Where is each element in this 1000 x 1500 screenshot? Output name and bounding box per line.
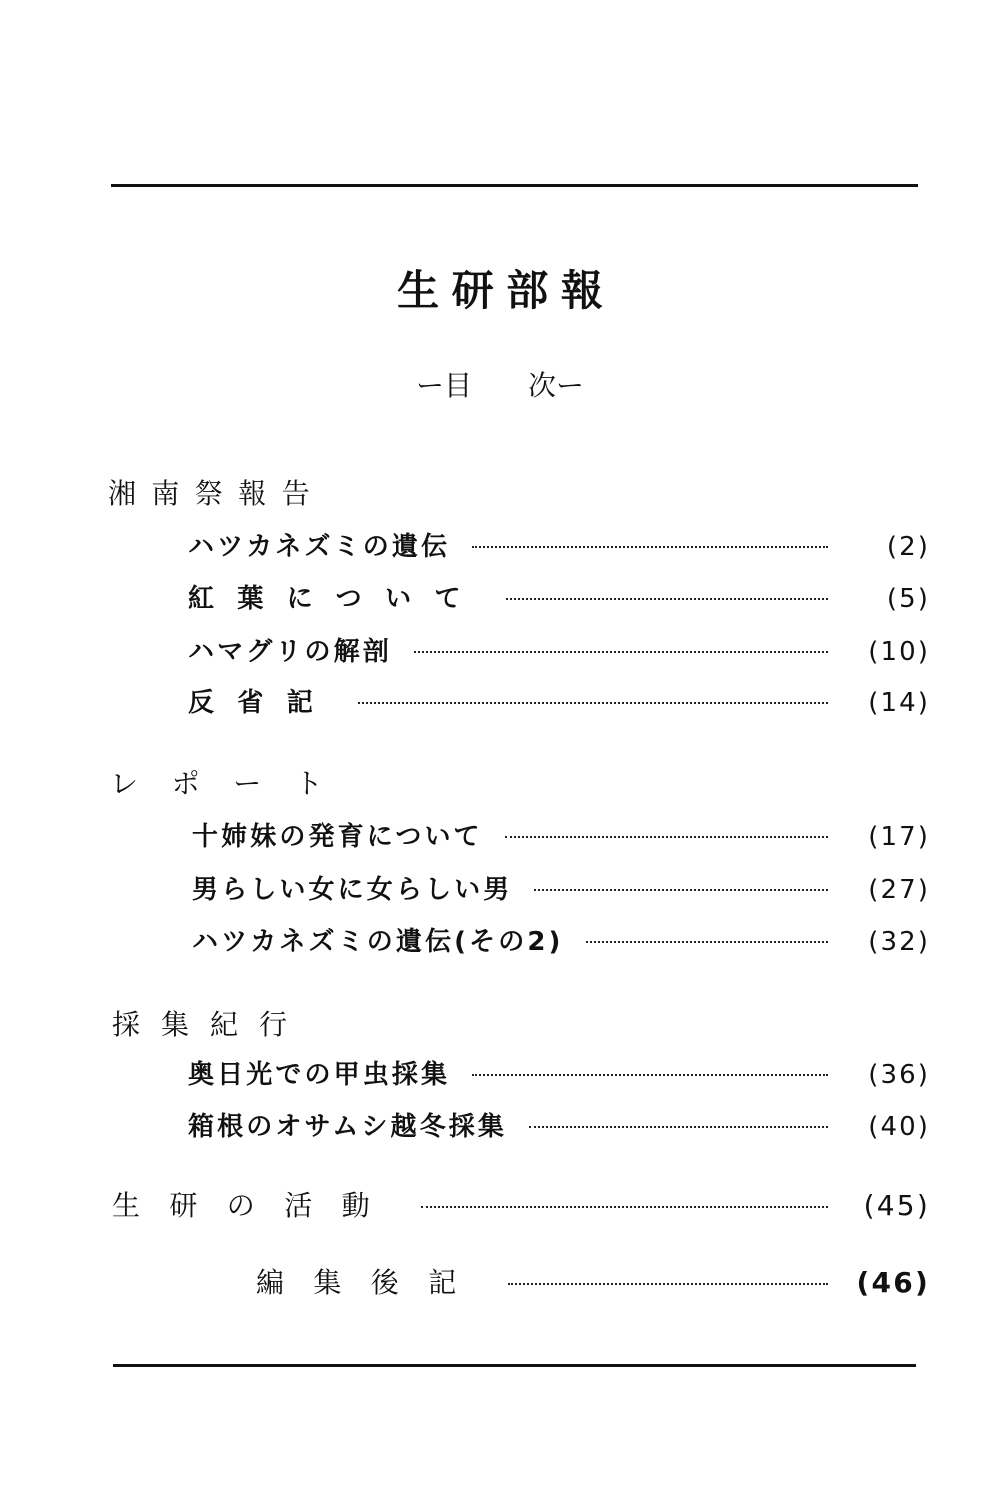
dot-leader bbox=[586, 941, 828, 943]
toc-entry-page: (45) bbox=[863, 1189, 930, 1222]
dot-leader bbox=[534, 889, 828, 891]
toc-entry-label: 奥日光での甲虫採集 bbox=[188, 1060, 451, 1090]
toc-entry[interactable] bbox=[188, 682, 930, 719]
section-heading-club-activities: 生研の活動 bbox=[112, 1189, 400, 1222]
dot-leader bbox=[508, 1283, 828, 1285]
toc-entry[interactable] bbox=[188, 526, 930, 563]
toc-entry-label: ハツカネズミの遺伝 bbox=[188, 532, 451, 562]
toc-entry-page: (2) bbox=[886, 532, 930, 562]
toc-entry[interactable] bbox=[192, 921, 930, 958]
toc-entry-page: (5) bbox=[886, 584, 930, 614]
dot-leader bbox=[506, 598, 828, 600]
section-heading-report: レポート bbox=[110, 767, 357, 800]
toc-entry[interactable] bbox=[192, 816, 930, 853]
toc-entry-label: 十姉妹の発育について bbox=[192, 822, 483, 852]
dot-leader bbox=[421, 1206, 828, 1208]
dot-leader bbox=[472, 1074, 828, 1076]
toc-entry-page: (17) bbox=[868, 822, 930, 852]
toc-entry[interactable] bbox=[188, 578, 930, 615]
toc-entry-page: (32) bbox=[868, 927, 930, 957]
toc-entry-page: (10) bbox=[868, 637, 930, 667]
toc-entry-label: 反省記 bbox=[188, 688, 337, 718]
toc-entry[interactable] bbox=[188, 1106, 930, 1143]
dot-leader bbox=[472, 546, 828, 548]
toc-entry-afterword[interactable] bbox=[256, 1261, 930, 1301]
afterword-label: 編集後記 bbox=[256, 1266, 486, 1299]
toc-entry[interactable] bbox=[188, 631, 930, 668]
toc-entry-label: ハマグリの解剖 bbox=[188, 637, 392, 667]
toc-entry-label: ハツカネズミの遺伝(その2) bbox=[192, 927, 564, 957]
toc-entry[interactable] bbox=[188, 1054, 930, 1091]
toc-entry-page: (46) bbox=[856, 1266, 930, 1299]
top-rule bbox=[111, 184, 918, 187]
bottom-rule bbox=[113, 1364, 916, 1367]
toc-entry-page: (36) bbox=[868, 1060, 930, 1090]
toc-entry-label: 男らしい女に女らしい男 bbox=[192, 875, 513, 905]
toc-entry-label: 紅葉について bbox=[188, 584, 484, 614]
toc-entry-page: (14) bbox=[868, 688, 930, 718]
toc-subtitle: ー目 次ー bbox=[415, 369, 584, 402]
dot-leader bbox=[505, 836, 828, 838]
page-title: 生研部報 bbox=[397, 266, 616, 315]
toc-entry-club-activities[interactable] bbox=[112, 1184, 930, 1224]
dot-leader bbox=[529, 1126, 828, 1128]
toc-entry[interactable] bbox=[192, 869, 930, 906]
section-heading-collecting-trip: 採集紀行 bbox=[112, 1008, 309, 1041]
toc-entry-label: 箱根のオサムシ越冬採集 bbox=[188, 1112, 508, 1142]
toc-entry-page: (40) bbox=[868, 1112, 930, 1142]
dot-leader bbox=[358, 702, 828, 704]
toc-entry-page: (27) bbox=[868, 875, 930, 905]
section-heading-shonan-festival: 湘南祭報告 bbox=[108, 477, 326, 510]
dot-leader bbox=[414, 651, 828, 653]
